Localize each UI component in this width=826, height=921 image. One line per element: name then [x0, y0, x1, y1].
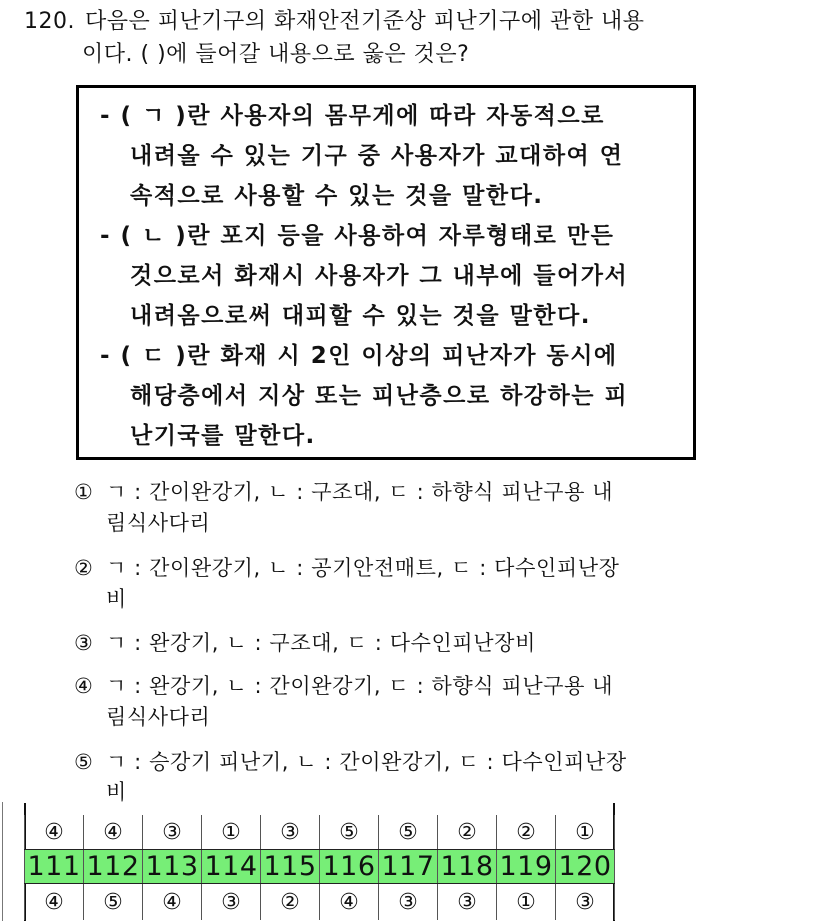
- question-number-cell: 113: [143, 850, 202, 884]
- option-2[interactable]: [74, 555, 620, 581]
- question-text-1: 다음은 피난기구의 화재안전기준상 피난기구에 관한 내용: [84, 9, 645, 34]
- answer-cell: ③: [438, 884, 497, 921]
- answer-cell: ③: [202, 884, 261, 921]
- answer-cell: ③: [556, 884, 615, 921]
- question-number-cell: 112: [84, 850, 143, 884]
- def-line-8: 해당층에서 지상 또는 피난층으로 하강하는 피: [130, 383, 629, 409]
- option-4-text: ㄱ : 완강기, ㄴ : 간이완강기, ㄷ : 하향식 피난구용 내: [106, 674, 614, 698]
- question-stem-line-1: [24, 9, 645, 35]
- answer-cell: ④: [25, 815, 84, 850]
- def-line-3: 속적으로 사용할 수 있는 것을 말한다.: [130, 183, 544, 209]
- definitions-box: [76, 85, 696, 460]
- option-1[interactable]: [74, 479, 613, 505]
- question-number: 120.: [24, 9, 75, 34]
- question-number-cell: 111: [25, 850, 84, 884]
- option-4-marker: ④: [74, 674, 94, 698]
- def-line-9: 난기국를 말한다.: [130, 423, 316, 449]
- option-1-marker: ①: [74, 480, 94, 504]
- def-line-4: - ( ㄴ )란 포지 등을 사용하여 자루형태로 만든: [100, 223, 615, 249]
- option-5-text: ㄱ : 승강기 피난기, ㄴ : 간이완강기, ㄷ : 다수인피난장: [106, 750, 627, 774]
- answer-cell: ⑤: [320, 815, 379, 850]
- answer-row-previous: [25, 815, 615, 850]
- option-5-continuation: 비: [106, 780, 127, 804]
- option-5-marker: ⑤: [74, 750, 94, 774]
- question-stem-line-2: [82, 42, 469, 68]
- def-line-6: 내려옴으로써 대피할 수 있는 것을 말한다.: [130, 303, 591, 329]
- answer-cell: ③: [261, 815, 320, 850]
- answer-cell: ②: [261, 884, 320, 921]
- option-5[interactable]: [74, 749, 627, 775]
- answer-key-table: [24, 815, 615, 920]
- answer-cell: ①: [556, 815, 615, 850]
- option-1-text: ㄱ : 간이완강기, ㄴ : 구조대, ㄷ : 하향식 피난구용 내: [106, 480, 614, 504]
- question-number-cell: 117: [379, 850, 438, 884]
- question-text-2: 이다. ( )에 들어갈 내용으로 옳은 것은?: [82, 42, 470, 67]
- answer-cell: ②: [438, 815, 497, 850]
- answer-cell: ④: [25, 884, 84, 921]
- question-number-cell: 115: [261, 850, 320, 884]
- answer-cell: ⑤: [84, 884, 143, 921]
- answer-cell: ②: [497, 815, 556, 850]
- page-edge-line: [2, 802, 3, 921]
- option-2-marker: ②: [74, 556, 94, 580]
- option-3-text: ㄱ : 완강기, ㄴ : 구조대, ㄷ : 다수인피난장비: [106, 631, 536, 655]
- question-number-cell: 120: [556, 850, 615, 884]
- option-4[interactable]: [74, 673, 613, 699]
- def-line-2: 내려올 수 있는 기구 중 사용자가 교대하여 연: [130, 143, 624, 169]
- answer-cell: ④: [320, 884, 379, 921]
- answer-cell: ④: [143, 884, 202, 921]
- question-number-row: [25, 850, 615, 884]
- option-4-continuation: 림식사다리: [106, 705, 211, 729]
- answer-row: [25, 884, 615, 921]
- def-line-7: - ( ㄷ )란 화재 시 2인 이상의 피난자가 동시에: [100, 343, 618, 369]
- def-line-1: - ( ㄱ )란 사용자의 몸무게에 따라 자동적으로: [100, 103, 605, 129]
- def-line-5: 것으로서 화재시 사용자가 그 내부에 들어가서: [130, 263, 629, 289]
- question-number-cell: 114: [202, 850, 261, 884]
- answer-cell: ③: [143, 815, 202, 850]
- answer-cell: ⑤: [379, 815, 438, 850]
- question-number-cell: 119: [497, 850, 556, 884]
- question-number-cell: 118: [438, 850, 497, 884]
- answer-cell: ①: [202, 815, 261, 850]
- answer-cell: ③: [379, 884, 438, 921]
- option-2-text: ㄱ : 간이완강기, ㄴ : 공기안전매트, ㄷ : 다수인피난장: [106, 556, 620, 580]
- answer-cell: ①: [497, 884, 556, 921]
- question-number-cell: 116: [320, 850, 379, 884]
- option-2-continuation: 비: [106, 587, 127, 611]
- option-1-continuation: 림식사다리: [106, 511, 211, 535]
- answer-cell: ④: [84, 815, 143, 850]
- option-3[interactable]: [74, 630, 536, 656]
- option-3-marker: ③: [74, 631, 94, 655]
